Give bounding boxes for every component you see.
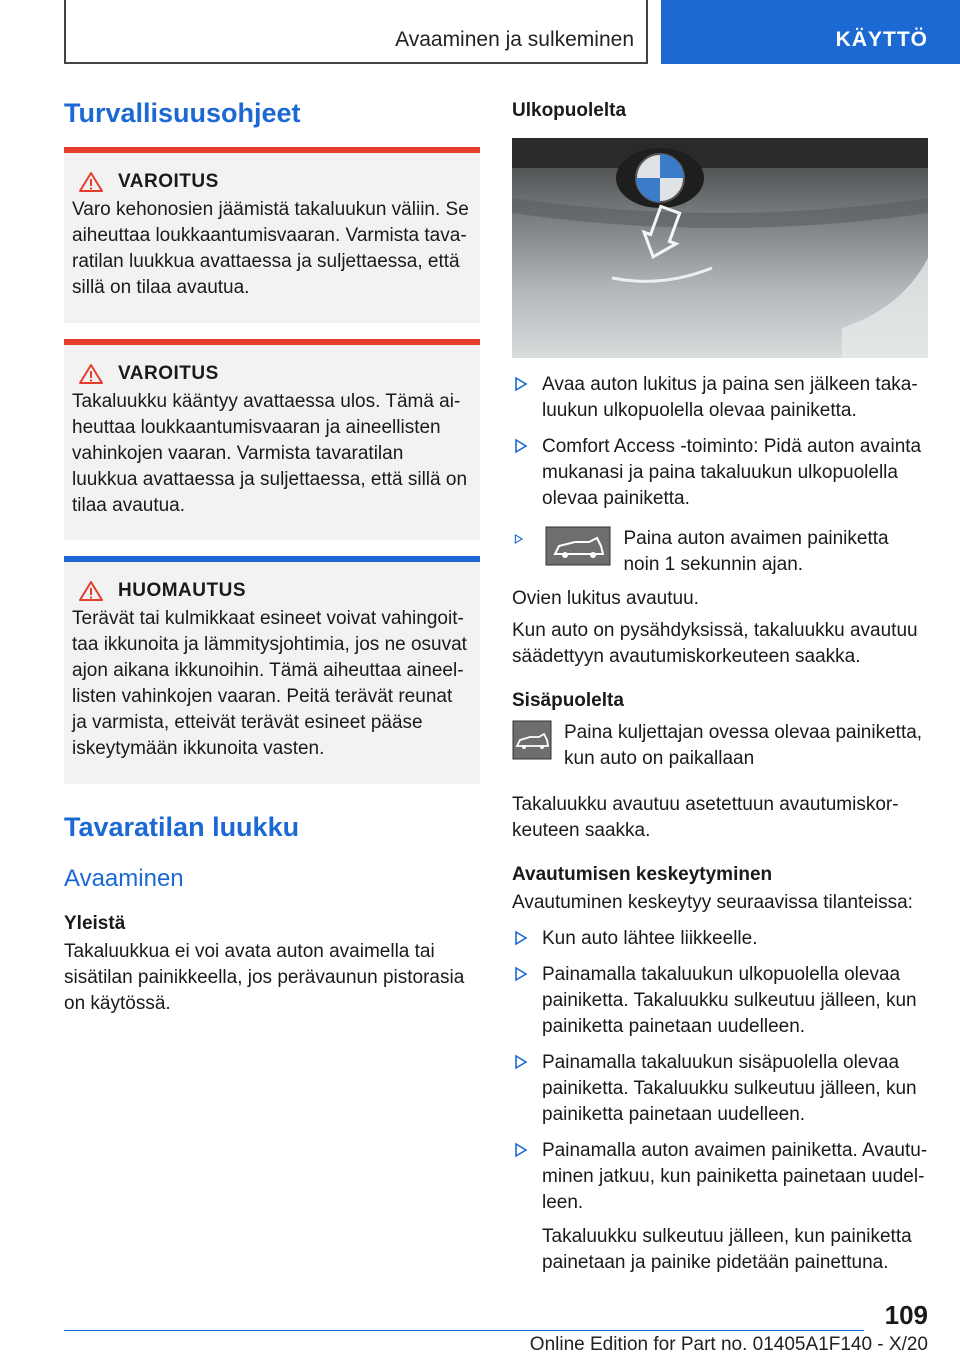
key-button-step: [512, 526, 928, 578]
triangle-bullet-icon: [514, 965, 528, 983]
header-chapter-tab[interactable]: [661, 0, 960, 64]
doors-unlock-text: Ovien lukitus avautuu.: [512, 588, 699, 609]
general-text: Takaluukkua ei voi avata auton avaimella tai sisätilan painikkeella, jos perävaunun pistorasia on käytössä.: [64, 941, 465, 1014]
triangle-bullet-icon: [514, 375, 528, 393]
warning-text: Takaluukku kääntyy avattaessa ulos. Tämä aiheuttaa loukkaantumisvaaran ja aineellisten vahinkojen vaaran. Varmista tavaratilan luukkua avattaessa ja suljettaessa, että sillä on tilaa avautua.: [72, 391, 468, 516]
header-section-box: [64, 0, 648, 64]
list-item: Painamalla takaluukun ulkopuolella olevaa painiketta. Takaluukku sulkeutuu jälleen, kun painiketta painetaan uudelleen.: [512, 962, 928, 1040]
warning-triangle-icon: [78, 363, 104, 385]
safety-title: Turvallisuusohjeet: [64, 98, 301, 128]
door-tailgate-button-icon: [512, 720, 552, 760]
page-number: 109: [884, 1300, 928, 1330]
stopped-text: Kun auto on pysähdyksissä, takaluukku avautuu säädettyyn avautumiskorkeuteen saakka.: [512, 620, 918, 667]
list-item: Kun auto lähtee liikkeelle.: [512, 926, 928, 952]
warning-triangle-icon: [78, 171, 104, 193]
key-tailgate-button-icon: [545, 526, 611, 566]
triangle-bullet-icon: [514, 929, 528, 947]
general-heading: Yleistä: [64, 913, 126, 934]
triangle-bullet-icon: [514, 1053, 528, 1071]
inside-button-step: [512, 720, 928, 772]
warning-label: VAROITUS: [118, 363, 219, 384]
key-button-text: Paina auton avaimen painiketta noin 1 sekunnin ajan.: [623, 528, 889, 575]
warning-label: VAROITUS: [118, 171, 219, 192]
footer-divider: [64, 1330, 864, 1331]
triangle-bullet-icon: [514, 530, 523, 548]
list-item: Painamalla auton avaimen painiketta. Avautuminen jatkuu, kun painiketta painetaan uudelleen.: [512, 1138, 928, 1216]
notice-text: Terävät tai kulmikkaat esineet voivat vahingoittaa ikkunoita ja lämmitysjohtimia, jos ne osuvat ajon aikana ikkunoihin. Tämä aiheuttaa aineellisten vahinkojen vaaran. Peitä terävät reunat ja varmista, etteivät terävät esineet pääse iskeytymään ikkunoita vasten.: [72, 608, 467, 759]
tailgate-button-photo: [512, 138, 928, 358]
triangle-bullet-icon: [514, 1141, 528, 1159]
list-item: Avaa auton lukitus ja paina sen jälkeen takaluukun ulkopuolella olevaa painiketta.: [512, 372, 928, 424]
interrupt-intro: Avautuminen keskeytyy seuraavissa tilanteissa:: [512, 892, 913, 913]
notice-label: HUOMAUTUS: [118, 580, 246, 601]
triangle-bullet-icon: [514, 437, 528, 455]
inside-heading: Sisäpuolelta: [512, 690, 624, 711]
list-item: Comfort Access -toiminto: Pidä auton avainta mukanasi ja paina takaluukun ulkopuolella olevaa painiketta.: [512, 434, 928, 512]
subsection-title: Avaaminen: [64, 865, 184, 892]
outside-heading: Ulkopuolelta: [512, 100, 627, 121]
section-title: Tavaratilan luukku: [64, 812, 300, 842]
warning-box-1: [64, 147, 480, 323]
left-column: [64, 98, 480, 1017]
header-section-title: Avaaminen ja sulkeminen: [395, 28, 634, 51]
warning-box-2: [64, 339, 480, 540]
right-column: [512, 100, 928, 1276]
header-chapter-title: KÄYTTÖ: [835, 28, 928, 51]
interrupt-note: Takaluukku sulkeutuu jälleen, kun painiketta painetaan ja painike pidetään painettuna.: [542, 1226, 912, 1273]
warning-triangle-icon: [78, 580, 104, 602]
outside-steps-list: [512, 372, 928, 512]
list-item: Painamalla takaluukun sisäpuolella olevaa painiketta. Takaluukku sulkeutuu jälleen, kun painiketta painetaan uudelleen.: [512, 1050, 928, 1128]
inside-text: Paina kuljettajan ovessa olevaa painiketta, kun auto on paikallaan: [564, 722, 923, 769]
interrupt-heading: Avautumisen keskeytyminen: [512, 864, 773, 885]
interrupt-list: [512, 926, 928, 1216]
notice-box: [64, 556, 480, 784]
warning-text: Varo kehonosien jäämistä takaluukun väliin. Se aiheuttaa loukkaantumisvaaran. Varmista tavaratilan luukkua avattaessa ja suljettaessa, että sillä on tilaa avautua.: [72, 199, 469, 298]
inside-result-text: Takaluukku avautuu asetettuun avautumiskorkeuteen saakka.: [512, 794, 899, 841]
edition-footer: Online Edition for Part no. 01405A1F140 - X/20: [529, 1334, 928, 1355]
